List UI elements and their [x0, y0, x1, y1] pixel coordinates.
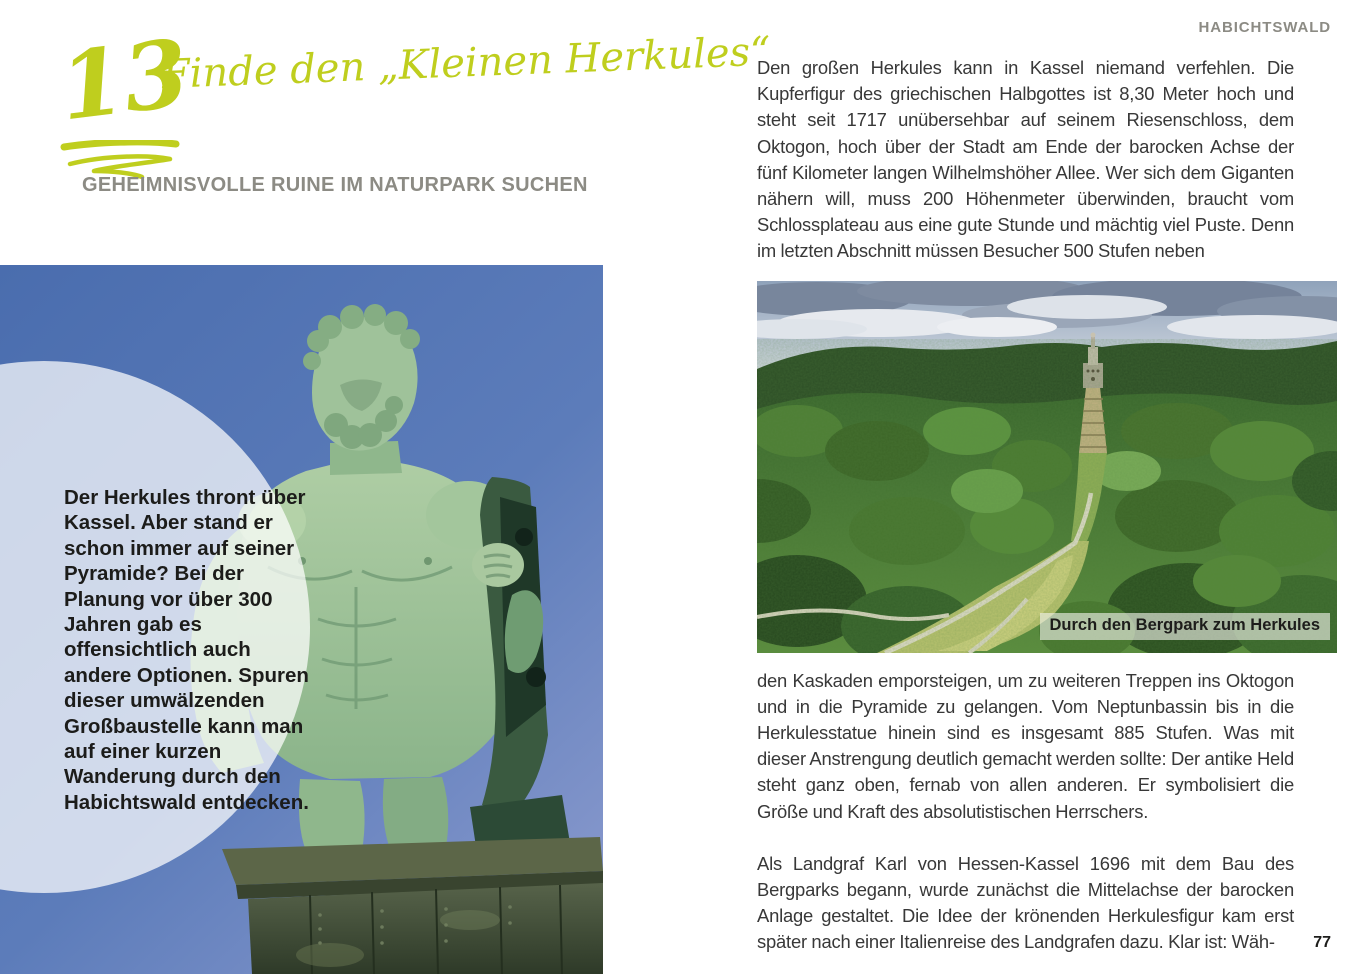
bergpark-photo — [757, 281, 1337, 653]
article-paragraph: den Kaskaden emporsteigen, um zu weiteren Treppen ins Oktogon und in die Pyramide zu gelangen. Vom Neptunbassin bis in die Herkulesstatue hinein sind es insgesamt 885 Stufen. Was mit dieser Anstrengung deutlich gemacht werden sollte: Der antike Held steht ganz oben, fernab von allen anderen. Er symbolisiert die Größe und Kraft des absolutistischen Herrschers. — [757, 669, 1294, 822]
chapter-number: 13 — [53, 18, 195, 142]
hercules-statue-photo — [0, 265, 603, 974]
page-number: 77 — [1313, 934, 1331, 951]
chapter-subtitle: GEHEIMNISVOLLE RUINE IM NATURPARK SUCHEN — [82, 174, 588, 196]
chapter-title: Finde den „Kleinen Herkules“ — [161, 28, 772, 98]
foliage-texture — [757, 339, 1337, 653]
article-column — [757, 55, 1320, 956]
article-paragraph: Den großen Herkules kann in Kassel niemand verfehlen. Die Kupferfigur des griechischen Halbgottes ist 8,30 Meter hoch und steht seit 1717 unübersehbar auf seinem Riesenschloss, dem Oktogon, hoch über der Stadt am Ende der barocken Achse der fünf Kilometer langen Wilhelmshöher Allee. Wer sich dem Giganten nähern will, muss 200 Höhenmeter überwinden, braucht vom Schlossplateau aus eine gute Stunde und mächtig viel Puste. Denn im letzten Abschnitt müssen Besucher 500 Stufen neben — [757, 57, 1294, 262]
photo-caption: Durch den Bergpark zum Herkules — [1040, 613, 1331, 640]
clouds — [757, 281, 1337, 339]
bergpark-illustration — [757, 281, 1337, 653]
pedestal — [222, 837, 603, 974]
article-paragraph: Als Landgraf Karl von Hessen-Kassel 1696 mit dem Bau des Bergparks begann, wurde zunächst die Mittelachse der barocken Anlage gestaltet. Die Idee der krönenden Herkulesfigur kam erst später nach einer Italienreise des Landgrafen dazu. Klar ist: Wäh- — [757, 852, 1294, 953]
running-head: HABICHTSWALD — [1198, 19, 1331, 36]
statue-overlay-text: Der Herkules thront über Kassel. Aber stand er schon immer auf seiner Pyramide? Bei der Planung vor über 300 Jahren gab es offensichtlich auch andere Optionen. Spuren dieser umwälzenden Großbaustelle kann man auf einer kurzen Wanderung durch den Habichtswald entdecken. — [64, 486, 309, 814]
